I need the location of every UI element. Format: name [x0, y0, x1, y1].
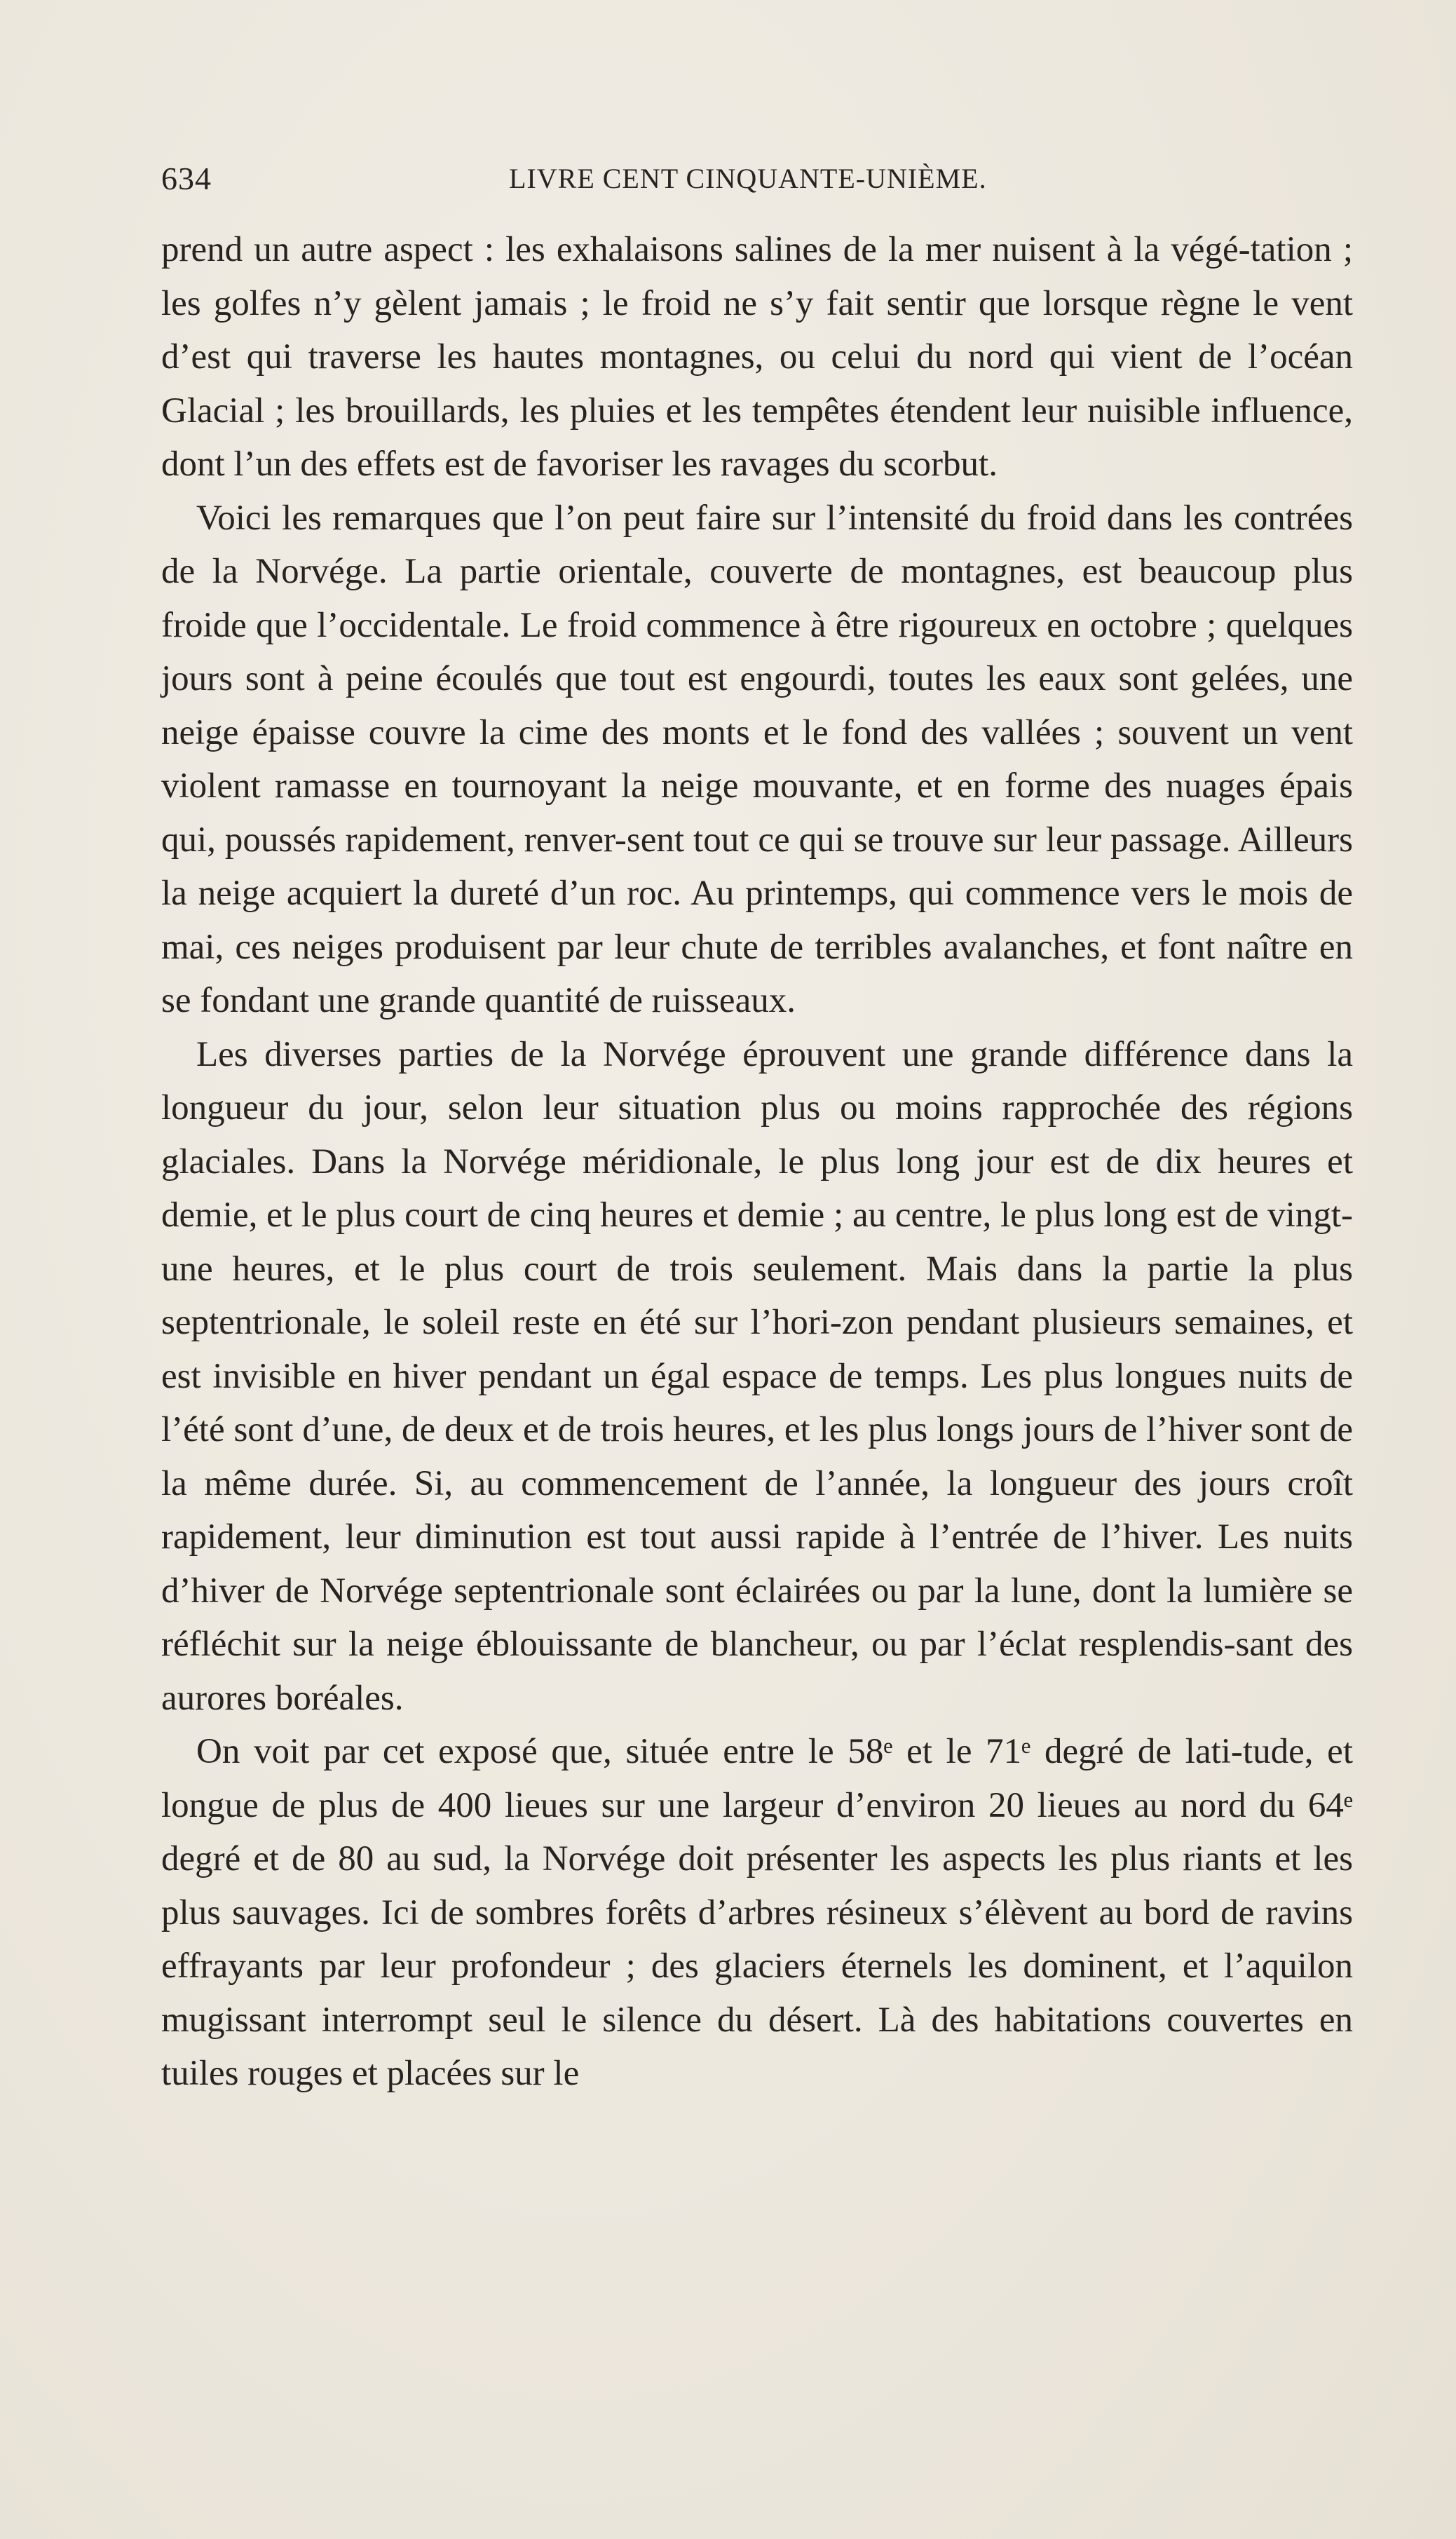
book-page [161, 0, 1353, 2539]
paragraph-cold-intensity: Voici les remarques que l’on peut faire sur l’intensité du froid dans les contrées de la Norvége. La partie orientale, couverte de montagnes, est beaucoup plus froide que l’occidentale. Le froid commence à être rigoureux en octobre ; quelques jours sont à peine écoulés que tout est engourdi, toutes les eaux sont gelées, une neige épaisse couvre la cime des monts et le fond des vallées ; souvent un vent violent ramasse en tournoyant la neige mouvante, et en forme des nuages épais qui, poussés rapidement, renver-sent tout ce qui se trouve sur leur passage. Ailleurs la neige acquiert la dureté d’un roc. Au printemps, qui commence vers le mois de mai, ces neiges produisent par leur chute de terribles avalanches, et font naître en se fondant une grande quantité de ruisseaux. [161, 498, 1353, 1020]
paragraph-day-length: Les diverses parties de la Norvége éprouvent une grande différence dans la longueur du jour, selon leur situation plus ou moins rapprochée des régions glaciales. Dans la Norvége méridionale, le plus long jour est de dix heures et demie, et le plus court de cinq heures et demie ; au centre, le plus long est de vingt-une heures, et le plus court de trois seulement. Mais dans la partie la plus septentrionale, le soleil reste en été sur l’hori-zon pendant plusieurs semaines, et est invisible en hiver pendant un égal espace de temps. Les plus longues nuits de l’été sont d’une, de deux et de trois heures, et les plus longs jours de l’hiver sont de la même durée. Si, au commencement de l’année, la longueur des jours croît rapidement, leur diminution est tout aussi rapide à l’entrée de l’hiver. Les nuits d’hiver de Norvége septentrionale sont éclairées ou par la lune, dont la lumière se réfléchit sur la neige éblouissante de blancheur, ou par l’éclat resplendis-sant des aurores boréales. [161, 1034, 1353, 1718]
paragraph-landscape: On voit par cet exposé que, située entre le 58ᵉ et le 71ᵉ degré de lati-tude, et longue de plus de 400 lieues sur une largeur d’environ 20 lieues au nord du 64ᵉ degré et de 80 au sud, la Norvége doit présenter les aspects les plus riants et les plus sauvages. Ici de sombres forêts d’arbres résineux s’élèvent au bord de ravins effrayants par leur profondeur ; des glaciers éternels les dominent, et l’aquilon mugissant interrompt seul le silence du désert. Là des habitations couvertes en tuiles rouges et placées sur le [161, 1732, 1353, 2093]
running-title: LIVRE CENT CINQUANTE-UNIÈME. [509, 163, 987, 194]
page-number: 634 [161, 161, 212, 196]
running-head [161, 158, 1353, 200]
body-text [161, 223, 1353, 2101]
paragraph-continuation: prend un autre aspect : les exhalaisons salines de la mer nuisent à la végé-tation ; les golfes n’y gèlent jamais ; le froid ne s’y fait sentir que lorsque règne le vent d’est qui traverse les hautes montagnes, ou celui du nord qui vient de l’océan Glacial ; les brouillards, les pluies et les tempêtes étendent leur nuisible influence, dont l’un des effets est de favoriser les ravages du scorbut. [161, 230, 1353, 484]
